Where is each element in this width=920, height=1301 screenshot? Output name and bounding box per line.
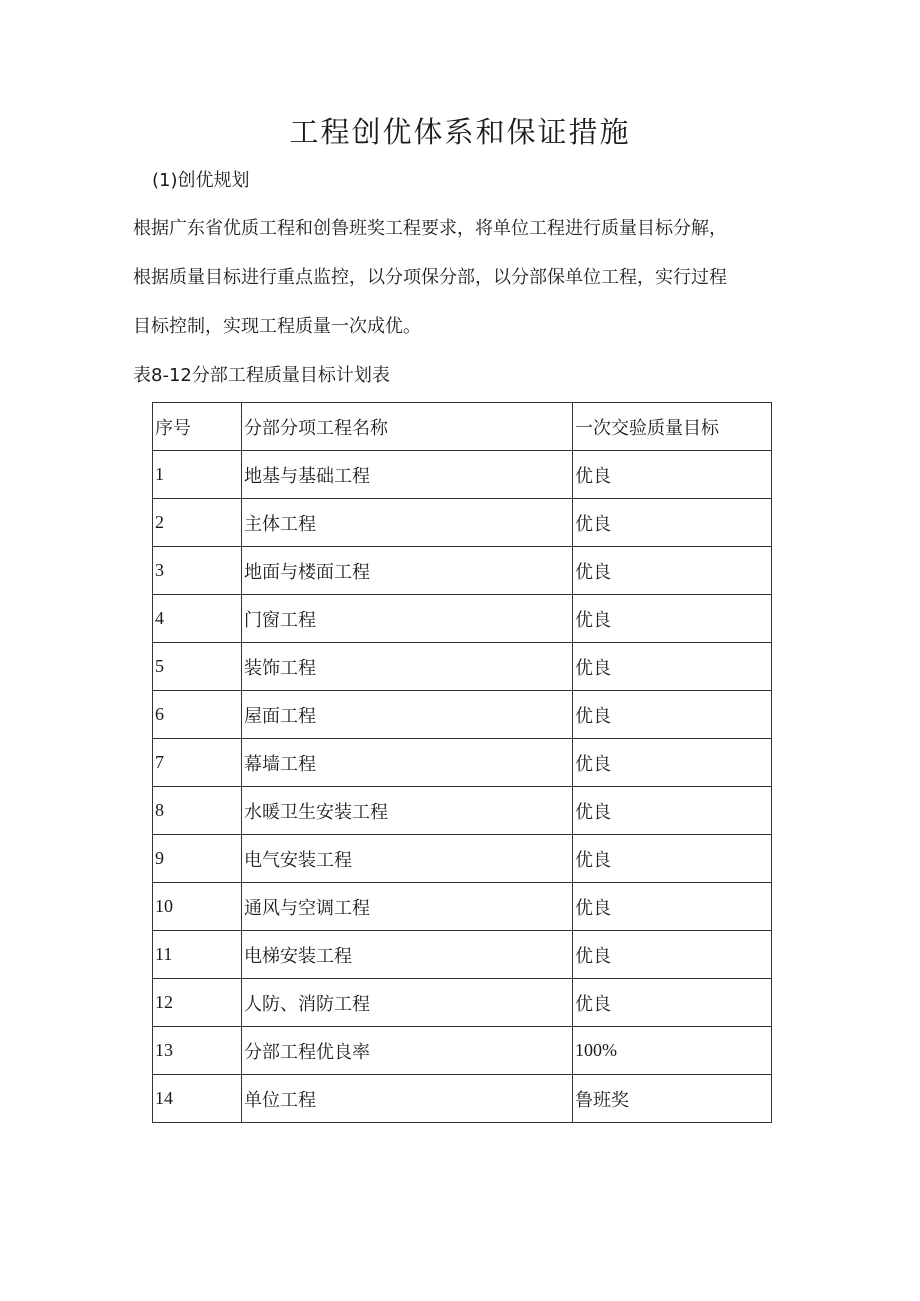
row-target: 优良 — [573, 691, 772, 739]
row-number: 2 — [153, 499, 242, 547]
row-target: 优良 — [573, 547, 772, 595]
row-name: 通风与空调工程 — [242, 883, 573, 931]
table-row — [153, 547, 772, 595]
row-number: 14 — [153, 1075, 242, 1123]
row-target: 优良 — [573, 979, 772, 1027]
row-target: 优良 — [573, 739, 772, 787]
row-number: 11 — [153, 931, 242, 979]
row-name: 人防、消防工程 — [242, 979, 573, 1027]
row-number: 5 — [153, 643, 242, 691]
row-target: 优良 — [573, 499, 772, 547]
row-number: 12 — [153, 979, 242, 1027]
section-heading: (1)创优规划 — [152, 170, 250, 191]
row-number: 1 — [153, 451, 242, 499]
row-name: 地面与楼面工程 — [242, 547, 573, 595]
row-number: 9 — [153, 835, 242, 883]
row-number: 3 — [153, 547, 242, 595]
row-target: 优良 — [573, 787, 772, 835]
quality-goals-table — [152, 402, 772, 1123]
table-row — [153, 739, 772, 787]
row-name: 电气安装工程 — [242, 835, 573, 883]
header-cell-name: 分部分项工程名称 — [242, 403, 573, 451]
row-name: 单位工程 — [242, 1075, 573, 1123]
row-number: 6 — [153, 691, 242, 739]
row-number: 10 — [153, 883, 242, 931]
header-cell-no: 序号 — [153, 403, 242, 451]
table-row — [153, 931, 772, 979]
row-name: 装饰工程 — [242, 643, 573, 691]
row-name: 门窗工程 — [242, 595, 573, 643]
row-name: 幕墙工程 — [242, 739, 573, 787]
row-target: 优良 — [573, 883, 772, 931]
table-row — [153, 1027, 772, 1075]
row-number: 8 — [153, 787, 242, 835]
row-name: 水暖卫生安装工程 — [242, 787, 573, 835]
table-caption: 表8-12分部工程质量目标计划表 — [133, 365, 390, 386]
table-row — [153, 691, 772, 739]
table-row — [153, 835, 772, 883]
row-target: 优良 — [573, 931, 772, 979]
row-target: 鲁班奖 — [573, 1075, 772, 1123]
body-paragraph-line: 目标控制，实现工程质量一次成优。 — [133, 316, 421, 337]
row-target: 优良 — [573, 643, 772, 691]
table-header-row — [153, 403, 772, 451]
table-row — [153, 787, 772, 835]
header-cell-target: 一次交验质量目标 — [573, 403, 772, 451]
row-target: 优良 — [573, 451, 772, 499]
row-target: 优良 — [573, 835, 772, 883]
body-paragraph-line: 根据质量目标进行重点监控，以分项保分部，以分部保单位工程，实行过程 — [133, 267, 727, 288]
row-number: 13 — [153, 1027, 242, 1075]
row-target: 优良 — [573, 595, 772, 643]
table-row — [153, 979, 772, 1027]
body-paragraph-line: 根据广东省优质工程和创鲁班奖工程要求，将单位工程进行质量目标分解， — [133, 218, 727, 239]
row-name: 屋面工程 — [242, 691, 573, 739]
row-number: 7 — [153, 739, 242, 787]
row-name: 主体工程 — [242, 499, 573, 547]
row-name: 分部工程优良率 — [242, 1027, 573, 1075]
row-number: 4 — [153, 595, 242, 643]
table-row — [153, 1075, 772, 1123]
table-row — [153, 643, 772, 691]
row-name: 地基与基础工程 — [242, 451, 573, 499]
page-title: 工程创优体系和保证措施 — [289, 115, 631, 149]
table-row — [153, 499, 772, 547]
row-name: 电梯安装工程 — [242, 931, 573, 979]
row-target: 100% — [573, 1027, 772, 1075]
table-row — [153, 451, 772, 499]
table-row — [153, 595, 772, 643]
table-row — [153, 883, 772, 931]
